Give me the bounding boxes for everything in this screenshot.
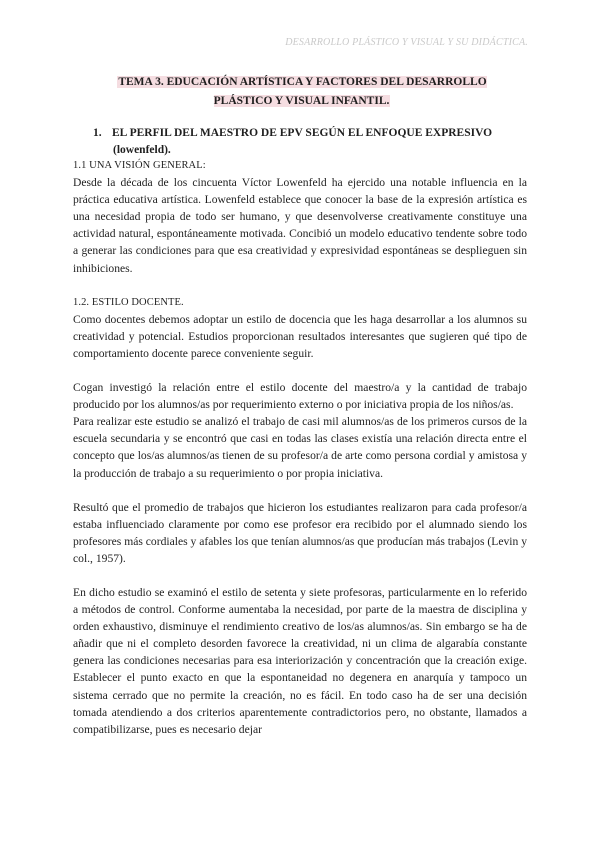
paragraph-estilo-4: Resultó que el promedio de trabajos que hicieron los estudiantes realizaron para cada profesor/a estaba influenciado claramente por como ese profesor era recibido por el alumnado siendo los profesores más cordiales y afables los que tenían alumnos/as que producían más trabajos (Levin y col., 1957). [73, 500, 527, 565]
document-body [73, 157, 527, 738]
page-title [92, 73, 512, 111]
section-heading [93, 125, 523, 159]
paragraph-vision-general: Desde la década de los cincuenta Víctor Lowenfeld ha ejercido una notable influencia en la práctica educativa artística. Lowenfeld establece que conocer la base de la expresión artística es una necesidad propia de todo ser humano, y que desenvolverse creativamente constituye una actividad natural, espontáneamente motivada. Concibió un modelo educativo tendente sobre todo a generar las condiciones para que esa creatividad y expresividad espontáneas se desplieguen sin inhibiciones. [73, 176, 527, 275]
paragraph-estilo-1: Como docentes debemos adoptar un estilo de docencia que les haga desarrollar a los alumnos su creatividad y potencial. Estudios proporcionan resultados interesantes que sugieren qué tipo de comportamiento docente parece conveniente seguir. [73, 312, 527, 360]
section-number: 1. [93, 127, 102, 139]
section-heading-text: EL PERFIL DEL MAESTRO DE EPV SEGÚN EL ENFOQUE EXPRESIVO [112, 127, 493, 139]
paragraph-estilo-2: Cogan investigó la relación entre el estilo docente del maestro/a y la cantidad de trabajo producido por los alumnos/as por requerimiento externo o por iniciativa propia de los niños/as. [73, 381, 527, 412]
paragraph-estilo-3: Para realizar este estudio se analizó el trabajo de casi mil alumnos/as de los primeros cursos de la escuela secundaria y se encontró que casi en todas las clases existía una relación directa entre el concepto que los/as alumnos/as tienen de su profesor/a de arte como persona cordial y amistosa y la producción de trabajo a su requerimiento o por propia iniciativa. [73, 415, 527, 480]
paragraph-estilo-5: En dicho estudio se examinó el estilo de setenta y siete profesoras, particularmente en lo referido a métodos de control. Conforme aumentaba la necesidad, por parte de la maestra de disciplina y orden exhaustivo, disminuye el rendimiento creativo de los/as alumnos/as. Sin embargo se ha de añadir que ni el completo desorden favorece la creatividad, ni un clima de algarabía constante genera las condiciones necesarias para esa interiorización y concentración que la creación exige. Establecer el punto exacto en que la espontaneidad no degenera en anarquía y tampoco un sistema cerrado que no permite la creación, no es fácil. En todo caso ha de ser una decisión tomada atendiendo a dos criterios aparentemente contradictorios pero, no obstante, llamados a compatibilizarse, pues es necesario dejar [73, 585, 527, 736]
subsection-heading-1: 1.1 UNA VISIÓN GENERAL: [73, 160, 206, 171]
section-heading-sub: (lowenfeld). [113, 144, 171, 156]
subsection-heading-2: 1.2. ESTILO DOCENTE. [73, 296, 184, 308]
page-title-text: TEMA 3. EDUCACIÓN ARTÍSTICA Y FACTORES DEL DESARROLLO PLÁSTICO Y VISUAL INFANTIL. [118, 76, 487, 107]
running-header: DESARROLLO PLÁSTICO Y VISUAL Y SU DIDÁCTICA. [285, 37, 528, 48]
